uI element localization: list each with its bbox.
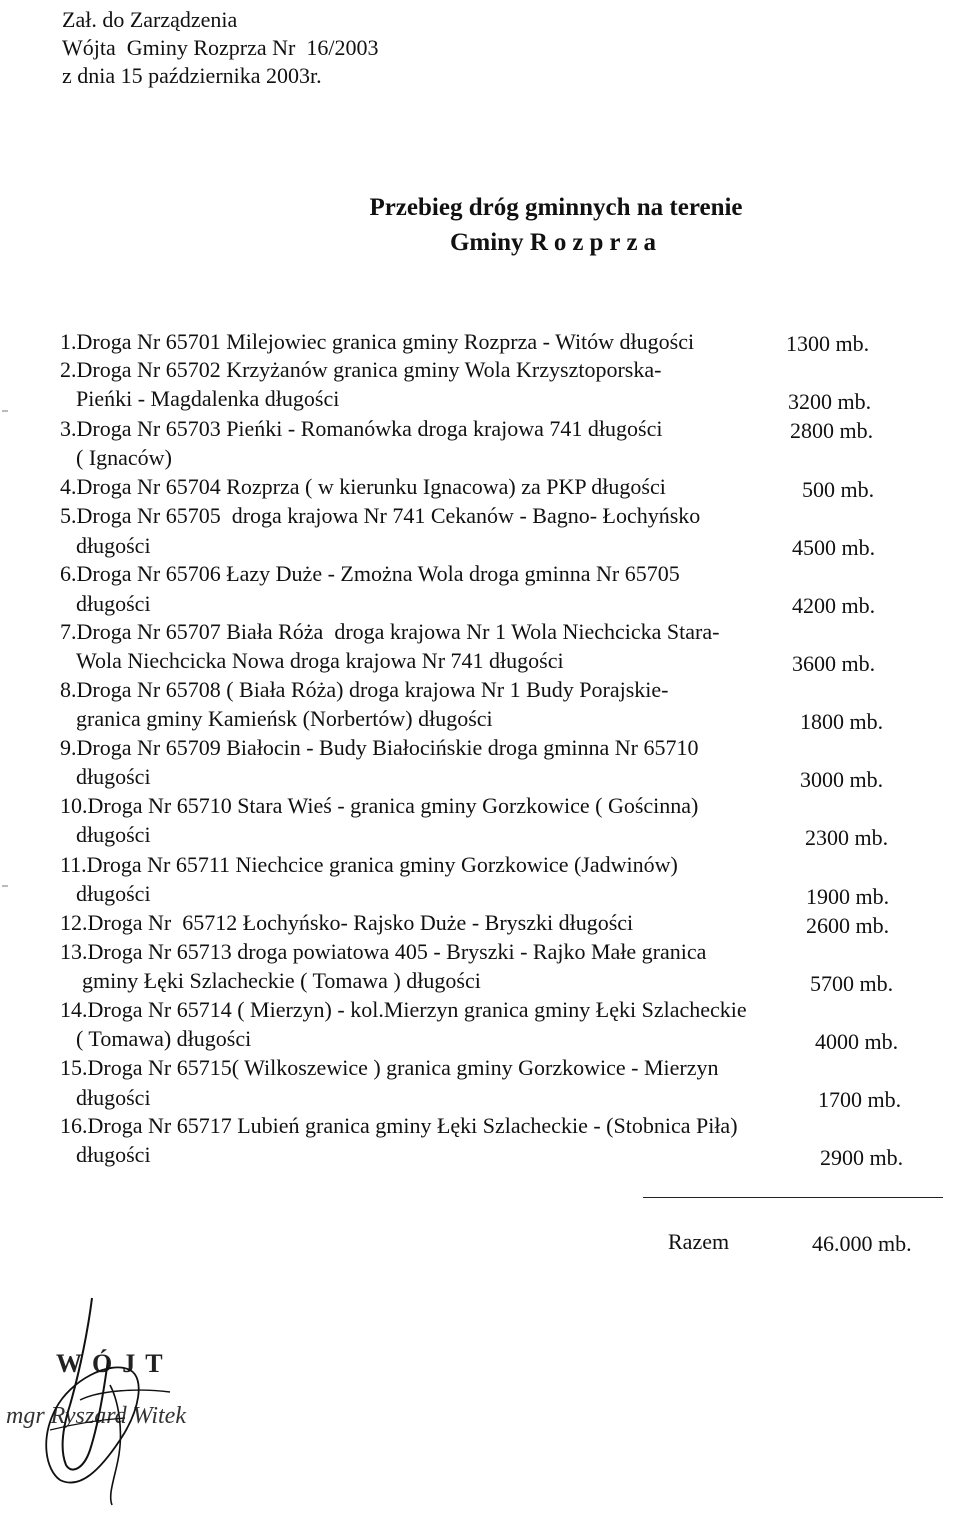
road-3-line-2: ( Ignaców) bbox=[76, 445, 172, 470]
road-14-length: 4000 mb. bbox=[815, 1029, 899, 1054]
road-12-line-1: 12.Droga Nr 65712 Łochyńsko- Rajsko Duże - Bryszki długości bbox=[60, 910, 634, 935]
document-title-line-1: Przebieg dróg gminnych na terenie bbox=[369, 194, 743, 221]
road-14-line-1: 14.Droga Nr 65714 ( Mierzyn) - kol.Mierzyn granica gminy Łęki Szlacheckie bbox=[60, 997, 747, 1022]
road-13-line-2: gminy Łęki Szlacheckie ( Tomawa ) długości bbox=[82, 968, 481, 993]
road-13-length: 5700 mb. bbox=[810, 971, 894, 996]
handwritten-signature bbox=[0, 1290, 260, 1510]
road-1-length: 1300 mb. bbox=[786, 331, 870, 356]
road-13-line-1: 13.Droga Nr 65713 droga powiatowa 405 - Bryszki - Rajko Małe granica bbox=[60, 939, 707, 964]
road-9-line-2: długości bbox=[76, 764, 151, 789]
road-1-line-1: 1.Droga Nr 65701 Milejowiec granica gminy Rozprza - Witów długości bbox=[60, 329, 695, 354]
road-2-line-2: Pieńki - Magdalenka długości bbox=[76, 386, 340, 411]
road-7-length: 3600 mb. bbox=[792, 651, 876, 676]
road-6-length: 4200 mb. bbox=[792, 593, 876, 618]
road-8-length: 1800 mb. bbox=[800, 709, 884, 734]
road-12-length: 2600 mb. bbox=[806, 913, 890, 938]
road-15-line-2: długości bbox=[76, 1085, 151, 1110]
road-16-length: 2900 mb. bbox=[820, 1145, 904, 1170]
road-5-length: 4500 mb. bbox=[792, 535, 876, 560]
document-title-line-2 bbox=[300, 229, 812, 257]
stamp-name: mgr Ryszard Witek bbox=[6, 1403, 186, 1429]
total-value: 46.000 mb. bbox=[812, 1231, 912, 1256]
road-3-line-1: 3.Droga Nr 65703 Pieńki - Romanówka droga krajowa 741 długości bbox=[60, 416, 663, 441]
road-15-length: 1700 mb. bbox=[818, 1087, 902, 1112]
total-label: Razem bbox=[668, 1229, 730, 1254]
road-8-line-2: granica gminy Kamieńsk (Norbertów) długości bbox=[76, 706, 493, 731]
road-4-line-1: 4.Droga Nr 65704 Rozprza ( w kierunku Ignacowa) za PKP długości bbox=[60, 474, 666, 499]
title-prefix: Gminy bbox=[449, 229, 530, 256]
road-9-length: 3000 mb. bbox=[800, 767, 884, 792]
road-10-length: 2300 mb. bbox=[805, 825, 889, 850]
road-11-line-2: długości bbox=[76, 881, 151, 906]
stamp-title: WÓJT bbox=[56, 1349, 173, 1378]
attachment-header bbox=[62, 6, 379, 90]
header-line-2: Wójta Gminy Rozprza Nr 16/2003 bbox=[62, 35, 379, 60]
header-line-3: z dnia 15 października 2003r. bbox=[62, 63, 322, 88]
road-5-line-2: długości bbox=[76, 533, 151, 558]
road-10-line-1: 10.Droga Nr 65710 Stara Wieś - granica gminy Gorzkowice ( Gościnna) bbox=[60, 793, 699, 818]
road-14-line-2: ( Tomawa) długości bbox=[76, 1026, 252, 1051]
road-8-line-1: 8.Droga Nr 65708 ( Biała Róża) droga krajowa Nr 1 Budy Porajskie- bbox=[60, 677, 669, 702]
road-16-line-1: 16.Droga Nr 65717 Lubień granica gminy Łęki Szlacheckie - (Stobnica Piła) bbox=[60, 1113, 738, 1138]
title-spaced-name: Rozprza bbox=[529, 229, 663, 256]
road-7-line-1: 7.Droga Nr 65707 Biała Róża droga krajowa Nr 1 Wola Niechcicka Stara- bbox=[60, 619, 720, 644]
road-10-line-2: długości bbox=[76, 822, 151, 847]
road-4-length: 500 mb. bbox=[802, 477, 875, 502]
road-2-line-1: 2.Droga Nr 65702 Krzyżanów granica gminy Wola Krzysztoporska- bbox=[60, 357, 662, 382]
road-11-line-1: 11.Droga Nr 65711 Niechcice granica gminy Gorzkowice (Jadwinów) bbox=[60, 852, 678, 877]
road-16-line-2: długości bbox=[76, 1142, 151, 1167]
road-6-line-1: 6.Droga Nr 65706 Łazy Duże - Zmożna Wola droga gminna Nr 65705 bbox=[60, 561, 680, 586]
road-7-line-2: Wola Niechcicka Nowa droga krajowa Nr 741 długości bbox=[76, 648, 564, 673]
road-15-line-1: 15.Droga Nr 65715( Wilkoszewice ) granica gminy Gorzkowice - Mierzyn bbox=[60, 1055, 719, 1080]
total-rule bbox=[643, 1197, 943, 1198]
road-9-line-1: 9.Droga Nr 65709 Białocin - Budy Białocińskie droga gminna Nr 65710 bbox=[60, 735, 699, 760]
scan-mark bbox=[2, 410, 8, 412]
road-2-length: 3200 mb. bbox=[788, 389, 872, 414]
scan-mark bbox=[2, 885, 8, 887]
header-line-1: Zał. do Zarządzenia bbox=[62, 7, 238, 32]
road-11-length: 1900 mb. bbox=[806, 884, 890, 909]
road-3-length: 2800 mb. bbox=[790, 418, 874, 443]
road-5-line-1: 5.Droga Nr 65705 droga krajowa Nr 741 Cekanów - Bagno- Łochyńsko bbox=[60, 503, 701, 528]
road-6-line-2: długości bbox=[76, 591, 151, 616]
